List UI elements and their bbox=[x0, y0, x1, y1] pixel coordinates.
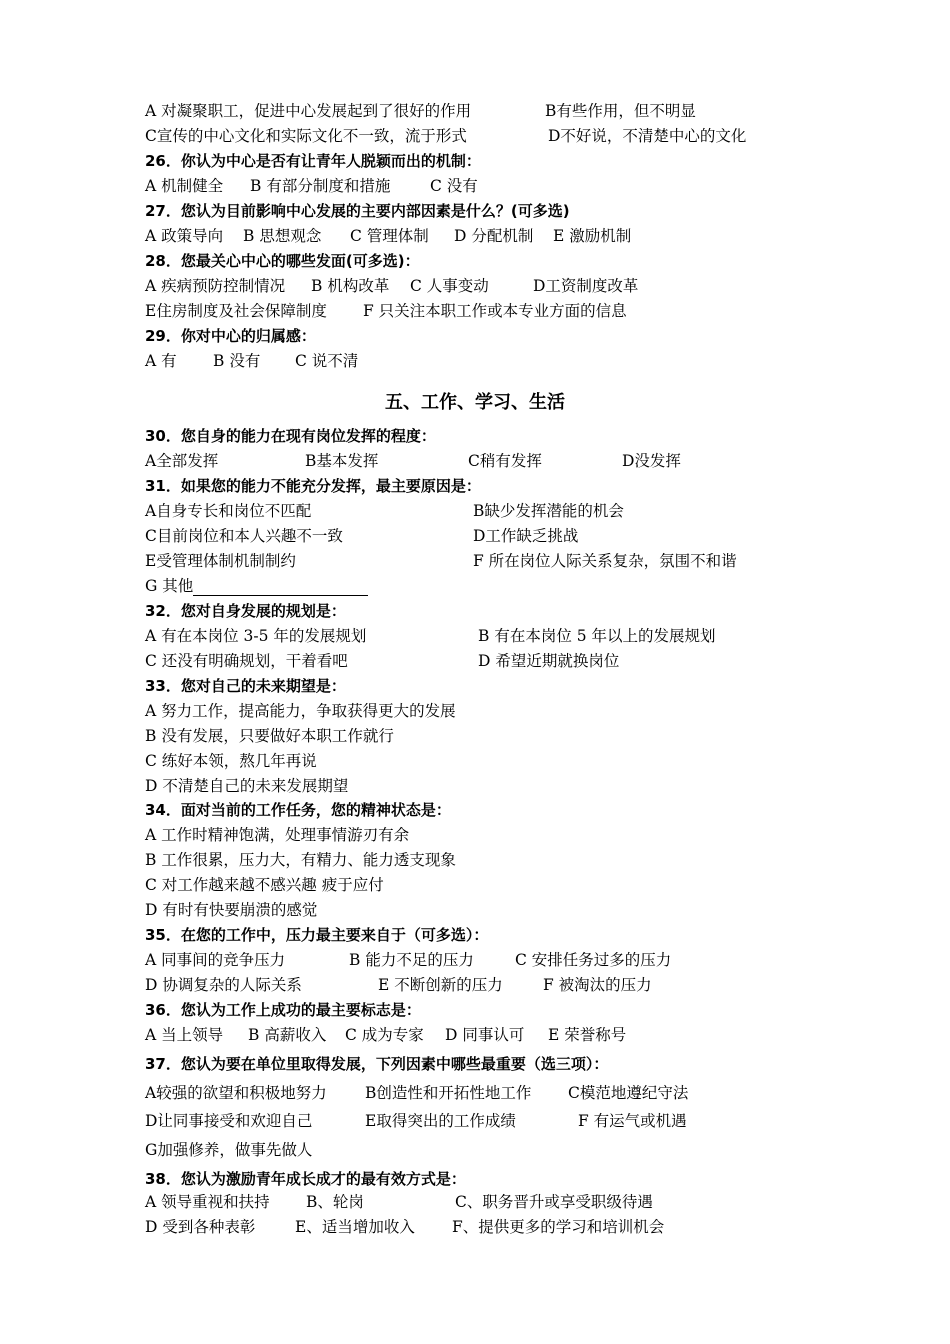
question-38: 38．您认为激励青年成长成才的最有效方式是： bbox=[145, 1170, 466, 1188]
option-text: E、适当增加收入 bbox=[295, 1218, 415, 1236]
option-text: B 机构改革 bbox=[311, 277, 390, 295]
option-text: E 荣誉称号 bbox=[548, 1026, 627, 1044]
option-text: B 思想观念 bbox=[243, 227, 322, 245]
option-text: D 分配机制 bbox=[454, 227, 534, 245]
option-text: F 只关注本职工作或本专业方面的信息 bbox=[363, 302, 627, 320]
option-text: F 被淘汰的压力 bbox=[543, 976, 652, 994]
option-text: B有些作用，但不明显 bbox=[545, 102, 696, 120]
option-text: C目前岗位和本人兴趣不一致 bbox=[145, 527, 343, 545]
option-text: B、轮岗 bbox=[306, 1193, 364, 1211]
blank-line bbox=[193, 579, 368, 596]
question-34: 34．面对当前的工作任务，您的精神状态是： bbox=[145, 801, 451, 819]
option-text: C稍有发挥 bbox=[468, 452, 542, 470]
option-text: D 希望近期就换岗位 bbox=[478, 652, 620, 670]
question-30: 30．您自身的能力在现有岗位发挥的程度： bbox=[145, 427, 436, 445]
option-text: E 激励机制 bbox=[553, 227, 632, 245]
option-text: A自身专长和岗位不匹配 bbox=[145, 502, 312, 520]
option-text: A 机制健全 bbox=[145, 177, 224, 195]
option-text: B 高薪收入 bbox=[248, 1026, 327, 1044]
option-text: C宣传的中心文化和实际文化不一致，流于形式 bbox=[145, 127, 467, 145]
option-text: C 还没有明确规划，干着看吧 bbox=[145, 652, 348, 670]
option-text: C 没有 bbox=[430, 177, 478, 195]
option-text: C 安排任务过多的压力 bbox=[515, 951, 672, 969]
option-text: C模范地遵纪守法 bbox=[568, 1084, 689, 1102]
option-text: E受管理体制机制制约 bbox=[145, 552, 296, 570]
option-text: B 没有发展，只要做好本职工作就行 bbox=[145, 727, 394, 745]
option-text: B 没有 bbox=[213, 352, 261, 370]
option-text: G 其他 bbox=[145, 577, 194, 595]
question-26: 26．你认为中心是否有让青年人脱颖而出的机制： bbox=[145, 152, 481, 170]
option-text: D工作缺乏挑战 bbox=[473, 527, 579, 545]
option-text: B基本发挥 bbox=[305, 452, 379, 470]
option-text: G加强修养，做事先做人 bbox=[145, 1141, 313, 1159]
option-text: A全部发挥 bbox=[145, 452, 219, 470]
question-28: 28．您最关心中心的哪些发面(可多选)： bbox=[145, 252, 420, 270]
option-text: C 成为专家 bbox=[345, 1026, 424, 1044]
question-32: 32．您对自身发展的规划是： bbox=[145, 602, 346, 620]
option-text: D 协调复杂的人际关系 bbox=[145, 976, 302, 994]
option-text: A 工作时精神饱满，处理事情游刃有余 bbox=[145, 826, 410, 844]
option-text: E住房制度及社会保障制度 bbox=[145, 302, 327, 320]
question-33: 33．您对自己的未来期望是： bbox=[145, 677, 346, 695]
option-text: D 同事认可 bbox=[445, 1026, 525, 1044]
question-35: 35．在您的工作中，压力最主要来自于（可多选）： bbox=[145, 926, 489, 944]
question-29: 29．你对中心的归属感： bbox=[145, 327, 316, 345]
question-36: 36．您认为工作上成功的最主要标志是： bbox=[145, 1001, 421, 1019]
option-text: A 领导重视和扶持 bbox=[145, 1193, 270, 1211]
option-text: C 管理体制 bbox=[350, 227, 429, 245]
option-text: A 对凝聚职工，促进中心发展起到了很好的作用 bbox=[145, 102, 472, 120]
option-text: F 有运气或机遇 bbox=[578, 1112, 687, 1130]
option-text: A 努力工作，提高能力，争取获得更大的发展 bbox=[145, 702, 456, 720]
option-text: D不好说，不清楚中心的文化 bbox=[548, 127, 747, 145]
option-other bbox=[145, 576, 368, 596]
option-text: A 当上领导 bbox=[145, 1026, 224, 1044]
option-text: B创造性和开拓性地工作 bbox=[365, 1084, 532, 1102]
option-text: A较强的欲望和积极地努力 bbox=[145, 1084, 327, 1102]
option-text: B缺少发挥潜能的机会 bbox=[473, 502, 624, 520]
option-text: A 政策导向 bbox=[145, 227, 224, 245]
option-text: A 有在本岗位 3-5 年的发展规划 bbox=[145, 627, 367, 645]
question-27: 27．您认为目前影响中心发展的主要内部因素是什么？(可多选) bbox=[145, 202, 570, 220]
option-text: F 所在岗位人际关系复杂，氛围不和谐 bbox=[473, 552, 737, 570]
option-text: C 说不清 bbox=[295, 352, 359, 370]
option-text: B 有在本岗位 5 年以上的发展规划 bbox=[478, 627, 716, 645]
option-text: D 不清楚自己的未来发展期望 bbox=[145, 777, 349, 795]
option-text: B 能力不足的压力 bbox=[349, 951, 474, 969]
option-text: C 练好本领，熬几年再说 bbox=[145, 752, 317, 770]
option-text: F、提供更多的学习和培训机会 bbox=[452, 1218, 665, 1236]
option-text: C 人事变动 bbox=[410, 277, 489, 295]
option-text: A 疾病预防控制情况 bbox=[145, 277, 286, 295]
option-text: B 工作很累，压力大，有精力、能力透支现象 bbox=[145, 851, 456, 869]
option-text: D 受到各种表彰 bbox=[145, 1218, 256, 1236]
option-text: D没发挥 bbox=[622, 452, 681, 470]
option-text: A 有 bbox=[145, 352, 177, 370]
option-text: E取得突出的工作成绩 bbox=[365, 1112, 516, 1130]
question-37: 37．您认为要在单位里取得发展，下列因素中哪些最重要（选三项）： bbox=[145, 1055, 609, 1073]
option-text: C、职务晋升或享受职级待遇 bbox=[455, 1193, 653, 1211]
option-text: D工资制度改革 bbox=[533, 277, 639, 295]
option-text: A 同事间的竞争压力 bbox=[145, 951, 286, 969]
option-text: D让同事接受和欢迎自己 bbox=[145, 1112, 313, 1130]
option-text: B 有部分制度和措施 bbox=[250, 177, 391, 195]
option-text: E 不断创新的压力 bbox=[378, 976, 503, 994]
question-31: 31．如果您的能力不能充分发挥，最主要原因是： bbox=[145, 477, 481, 495]
option-text: D 有时有快要崩溃的感觉 bbox=[145, 901, 318, 919]
option-text: C 对工作越来越不感兴趣 疲于应付 bbox=[145, 876, 384, 894]
section-heading: 五、工作、学习、生活 bbox=[385, 392, 565, 413]
